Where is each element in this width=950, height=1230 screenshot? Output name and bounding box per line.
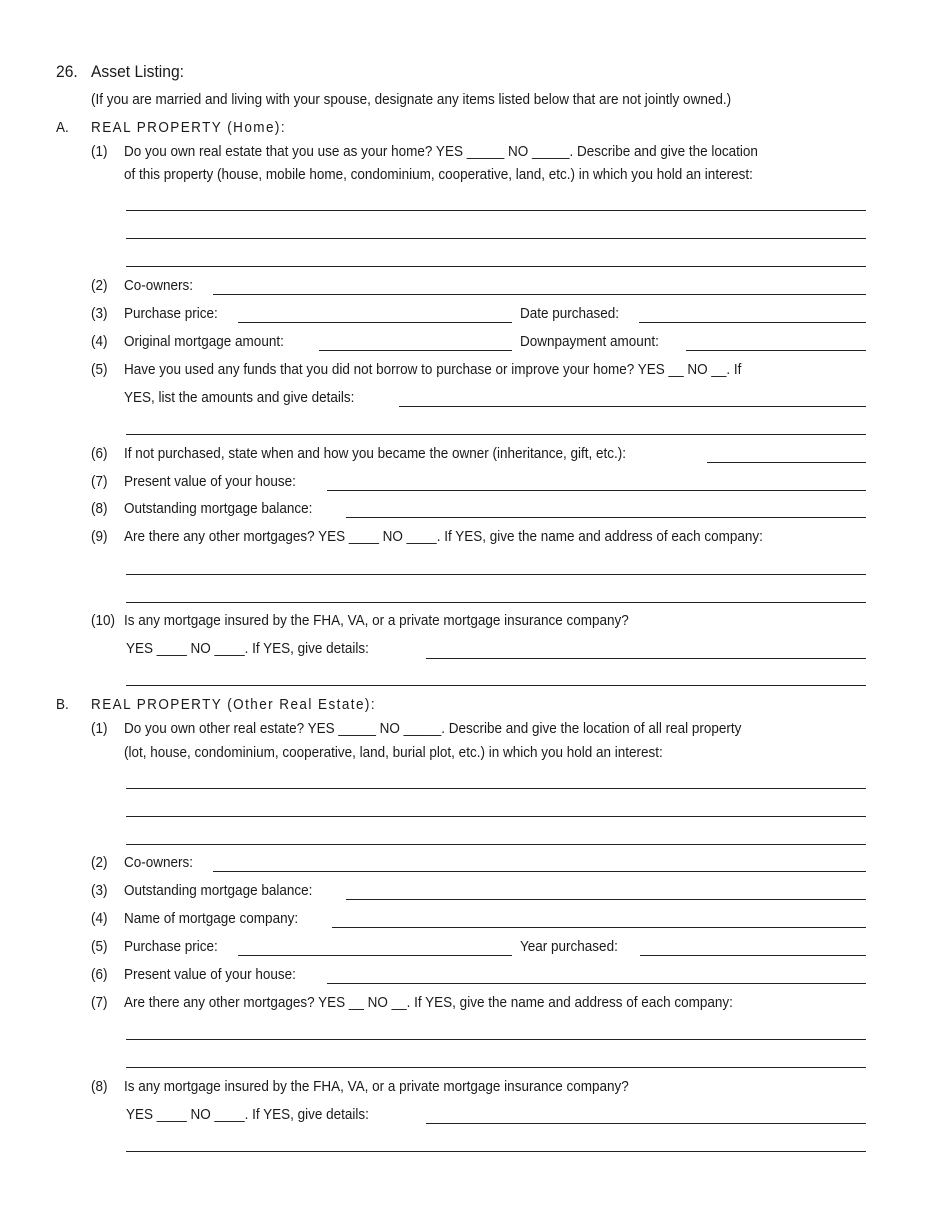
a4-label-2: Downpayment amount:: [520, 333, 659, 350]
a9-number: (9): [91, 528, 108, 545]
a4-number: (4): [91, 333, 108, 350]
b7-answer-line-1[interactable]: [126, 1039, 866, 1040]
a2-label: Co-owners:: [124, 277, 194, 294]
b3-number: (3): [91, 882, 108, 899]
a1-answer-line-3[interactable]: [126, 266, 866, 267]
a5-question: Have you used any funds that you did not borrow to purchase or improve your home? YES __ NO __. If: [124, 361, 742, 378]
form-note: (If you are married and living with your spouse, designate any items listed below that are not jointly owned.): [91, 91, 732, 108]
b1-question-cont: (lot, house, condominium, cooperative, land, burial plot, etc.) in which you hold an interest:: [124, 744, 663, 761]
b1-answer-line-3[interactable]: [126, 844, 866, 845]
b8-answer-line-2[interactable]: [126, 1151, 866, 1152]
a6-label: If not purchased, state when and how you became the owner (inheritance, gift, etc.):: [124, 445, 627, 462]
b7-question: Are there any other mortgages? YES __ NO __. If YES, give the name and address of each company:: [124, 994, 733, 1011]
section-b-letter: B.: [56, 696, 69, 713]
b1-answer-line-2[interactable]: [126, 816, 866, 817]
a3-label: Purchase price:: [124, 305, 218, 322]
b4-number: (4): [91, 910, 108, 927]
a3-date-purchased-field[interactable]: [639, 322, 866, 323]
a3-number: (3): [91, 305, 108, 322]
section-a-letter: A.: [56, 119, 69, 136]
b6-number: (6): [91, 966, 108, 983]
a8-number: (8): [91, 500, 108, 517]
b2-number: (2): [91, 854, 108, 871]
a10-question-cont: YES ____ NO ____. If YES, give details:: [126, 640, 369, 657]
a10-answer-line-2[interactable]: [126, 685, 866, 686]
a2-coowners-field[interactable]: [213, 294, 866, 295]
b8-number: (8): [91, 1078, 108, 1095]
a1-question-cont: of this property (house, mobile home, condominium, cooperative, land, etc.) in which you hold an interest:: [124, 166, 753, 183]
a7-number: (7): [91, 473, 108, 490]
b2-coowners-field[interactable]: [213, 871, 866, 872]
section-b-title: REAL PROPERTY (Other Real Estate):: [91, 696, 377, 713]
a9-question: Are there any other mortgages? YES ____ NO ____. If YES, give the name and address of each company:: [124, 528, 763, 545]
a8-mortgage-balance-field[interactable]: [346, 517, 866, 518]
b8-answer-line-1[interactable]: [426, 1123, 866, 1124]
b5-number: (5): [91, 938, 108, 955]
a6-number: (6): [91, 445, 108, 462]
b5-label-2: Year purchased:: [520, 938, 618, 955]
b7-answer-line-2[interactable]: [126, 1067, 866, 1068]
b6-present-value-field[interactable]: [327, 983, 866, 984]
a1-answer-line-1[interactable]: [126, 210, 866, 211]
b7-number: (7): [91, 994, 108, 1011]
a5-answer-line-2[interactable]: [126, 434, 866, 435]
a5-number: (5): [91, 361, 108, 378]
a6-answer-field[interactable]: [707, 462, 866, 463]
form-title: Asset Listing:: [91, 62, 185, 81]
b1-number: (1): [91, 720, 108, 737]
a9-answer-line-2[interactable]: [126, 602, 866, 603]
b6-label: Present value of your house:: [124, 966, 296, 983]
a1-number: (1): [91, 143, 108, 160]
a4-original-mortgage-field[interactable]: [319, 350, 512, 351]
b8-question-cont: YES ____ NO ____. If YES, give details:: [126, 1106, 369, 1123]
b3-mortgage-balance-field[interactable]: [346, 899, 866, 900]
a5-question-cont: YES, list the amounts and give details:: [124, 389, 355, 406]
b4-label: Name of mortgage company:: [124, 910, 299, 927]
a10-number: (10): [91, 612, 116, 629]
section-a-title: REAL PROPERTY (Home):: [91, 119, 287, 136]
b4-mortgage-company-field[interactable]: [332, 927, 866, 928]
a7-label: Present value of your house:: [124, 473, 296, 490]
a1-answer-line-2[interactable]: [126, 238, 866, 239]
b2-label: Co-owners:: [124, 854, 194, 871]
a4-label: Original mortgage amount:: [124, 333, 284, 350]
b8-question: Is any mortgage insured by the FHA, VA, or a private mortgage insurance company?: [124, 1078, 629, 1095]
a2-number: (2): [91, 277, 108, 294]
b5-year-purchased-field[interactable]: [640, 955, 866, 956]
a10-question: Is any mortgage insured by the FHA, VA, or a private mortgage insurance company?: [124, 612, 629, 629]
item-number: 26.: [56, 62, 78, 81]
a5-answer-line-1[interactable]: [399, 406, 866, 407]
a1-question: Do you own real estate that you use as your home? YES _____ NO _____. Describe and give the location: [124, 143, 758, 160]
a10-answer-line-1[interactable]: [426, 658, 866, 659]
a7-present-value-field[interactable]: [327, 490, 866, 491]
a4-downpayment-field[interactable]: [686, 350, 866, 351]
b1-answer-line-1[interactable]: [126, 788, 866, 789]
b5-label: Purchase price:: [124, 938, 218, 955]
b3-label: Outstanding mortgage balance:: [124, 882, 313, 899]
a9-answer-line-1[interactable]: [126, 574, 866, 575]
a3-label-2: Date purchased:: [520, 305, 620, 322]
a8-label: Outstanding mortgage balance:: [124, 500, 313, 517]
b1-question: Do you own other real estate? YES _____ NO _____. Describe and give the location of all real property: [124, 720, 742, 737]
b5-purchase-price-field[interactable]: [238, 955, 512, 956]
a3-purchase-price-field[interactable]: [238, 322, 512, 323]
